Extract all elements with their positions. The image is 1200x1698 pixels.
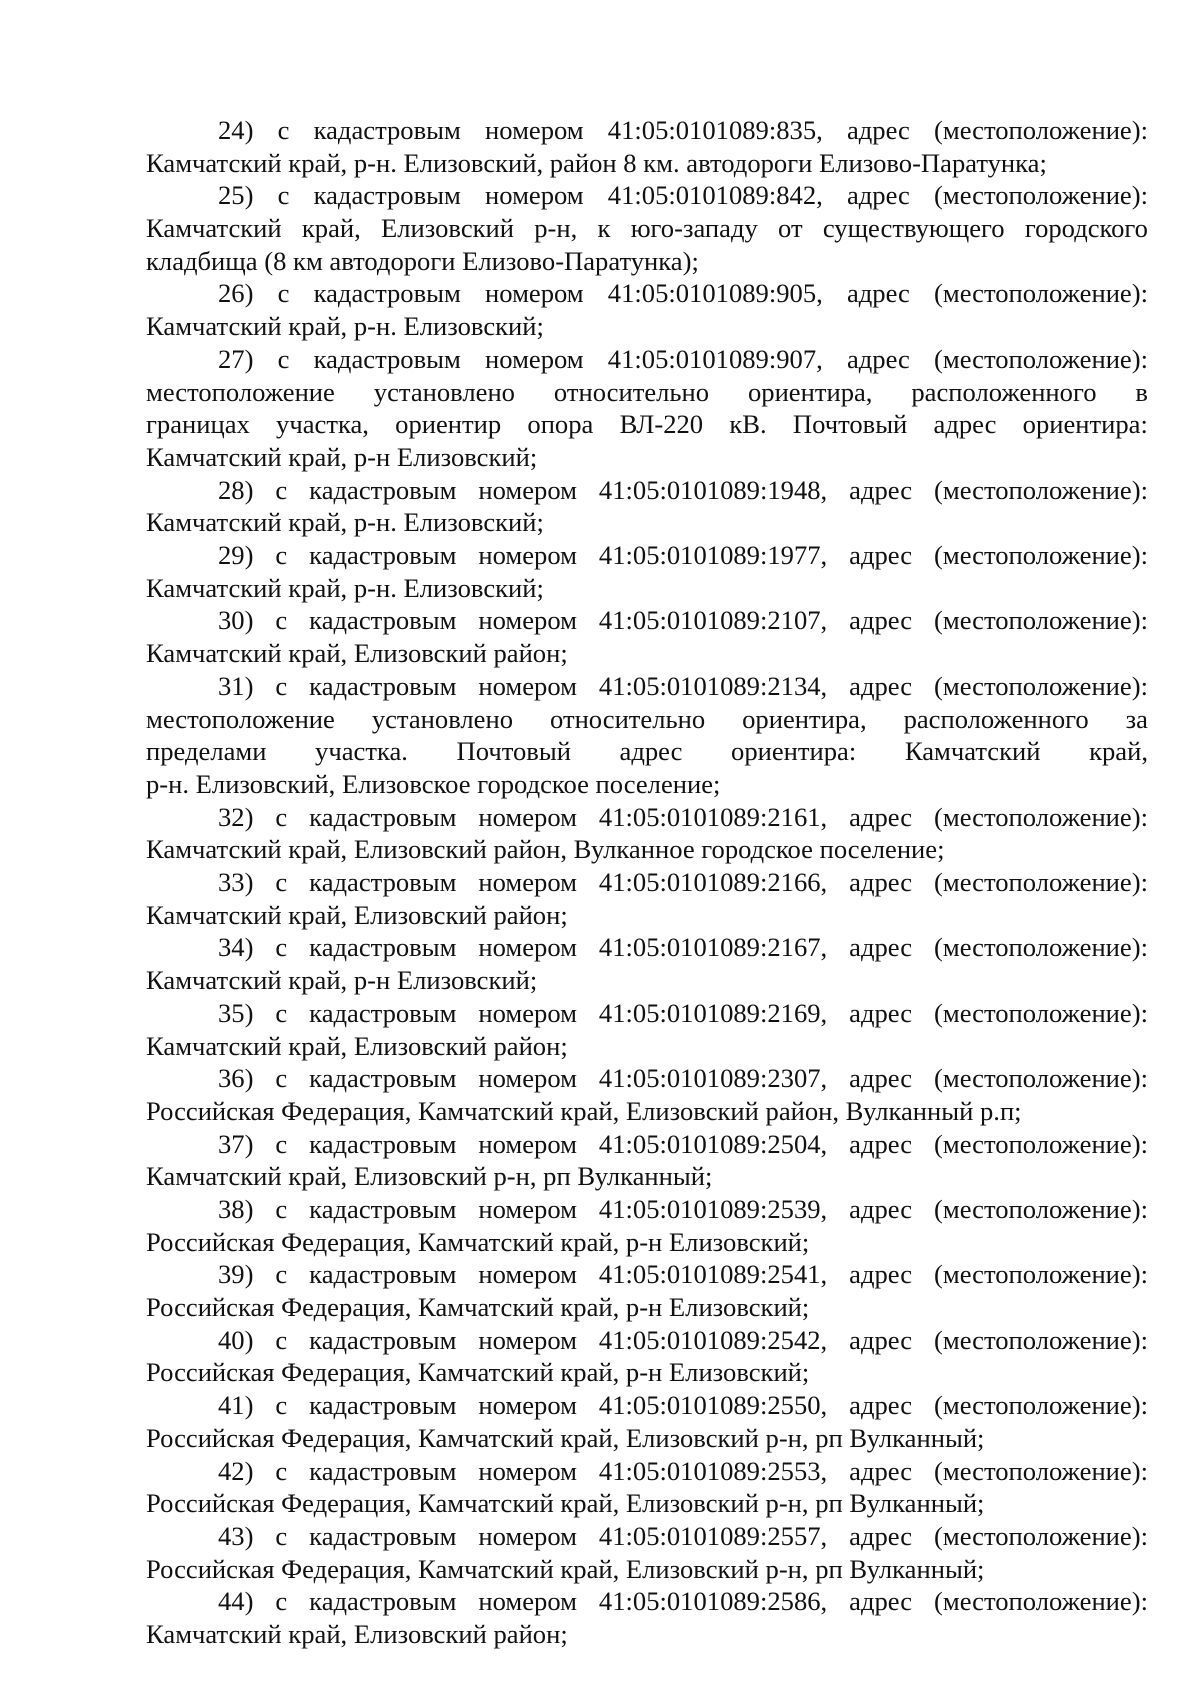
address-word: установлено [371, 703, 514, 734]
item-number: 26) [218, 278, 254, 309]
list-item [146, 866, 1148, 931]
address-word: участка, [276, 409, 369, 440]
address-word: Почтовый [456, 736, 571, 767]
list-item [146, 343, 1148, 474]
cadastral-number: 41:05:0101089:907, [607, 343, 823, 374]
word-with: с [277, 343, 290, 374]
address-line: Российская Федерация, Камчатский край, Елизовский район, Вулканный р.п; [146, 1095, 1022, 1126]
word-cadastral: кадастровым [309, 1193, 457, 1224]
address-line [146, 376, 1148, 409]
word-location: (местоположение): [934, 605, 1148, 636]
address-word: Почтовый [792, 409, 908, 440]
word-location: (местоположение): [934, 180, 1148, 211]
word-cadastral: кадастровым [309, 1520, 457, 1551]
word-number: номером [478, 474, 577, 505]
word-with: с [275, 1455, 288, 1486]
word-with: с [275, 1193, 288, 1224]
word-with: с [275, 1128, 288, 1159]
word-with: с [275, 997, 288, 1028]
word-location: (местоположение): [934, 1586, 1148, 1617]
list-item [146, 1128, 1148, 1193]
list-item-heading [146, 1258, 1148, 1291]
address-word: адрес [933, 409, 997, 440]
list-item-heading [146, 474, 1148, 507]
item-number: 31) [218, 670, 254, 701]
list-item-heading [146, 604, 1148, 637]
address-word: Камчатский [904, 736, 1041, 767]
word-address: адрес [849, 1390, 913, 1421]
word-cadastral: кадастровым [309, 932, 457, 963]
list-item-heading [146, 670, 1148, 703]
cadastral-number: 41:05:0101089:2161, [598, 801, 828, 832]
word-cadastral: кадастровым [309, 1063, 457, 1094]
word-with: с [275, 801, 288, 832]
cadastral-number: 41:05:0101089:2553, [598, 1455, 828, 1486]
list-item [146, 1520, 1148, 1585]
word-number: номером [478, 932, 577, 963]
address-word: ориентир [395, 409, 502, 440]
word-cadastral: кадастровым [313, 278, 461, 309]
word-with: с [275, 1324, 288, 1355]
word-number: номером [478, 867, 577, 898]
word-location: (местоположение): [934, 867, 1148, 898]
word-location: (местоположение): [934, 1455, 1148, 1486]
word-location: (местоположение): [934, 1324, 1148, 1355]
word-with: с [275, 474, 288, 505]
item-number: 38) [218, 1193, 254, 1224]
word-with: с [275, 1063, 288, 1094]
word-number: номером [478, 1259, 577, 1290]
word-cadastral: кадастровым [309, 1324, 457, 1355]
item-number: 33) [218, 867, 254, 898]
address-line: Камчатский край, р-н. Елизовский; [146, 572, 544, 603]
address-word: к [597, 213, 611, 244]
word-address: адрес [849, 1193, 913, 1224]
address-word: край, [301, 213, 361, 244]
word-address: адрес [849, 932, 913, 963]
address-line: Российская Федерация, Камчатский край, Елизовский р-н, рп Вулканный; [146, 1488, 985, 1519]
address-word: существующего [822, 213, 1005, 244]
word-location: (местоположение): [934, 474, 1148, 505]
list-item [146, 179, 1148, 277]
word-number: номером [478, 1455, 577, 1486]
word-with: с [275, 605, 288, 636]
list-item [146, 997, 1148, 1062]
address-word: местоположение [146, 376, 335, 407]
word-with: с [277, 278, 290, 309]
cadastral-number: 41:05:0101089:2504, [598, 1128, 828, 1159]
word-location: (местоположение): [934, 670, 1148, 701]
word-cadastral: кадастровым [309, 1259, 457, 1290]
word-number: номером [478, 605, 577, 636]
list-item [146, 1585, 1148, 1650]
address-word: участка. [315, 736, 408, 767]
word-cadastral: кадастровым [309, 1455, 457, 1486]
address-line: Камчатский край, р-н Елизовский; [146, 441, 538, 472]
word-number: номером [478, 1128, 577, 1159]
item-number: 30) [218, 605, 254, 636]
address-word: расположенного [903, 703, 1089, 734]
word-number: номером [478, 1063, 577, 1094]
item-number: 42) [218, 1455, 254, 1486]
address-word: установлено [373, 376, 515, 407]
list-item-heading [146, 277, 1148, 310]
address-line: кладбища (8 км автодороги Елизово-Паратунка); [146, 245, 699, 276]
word-address: адрес [849, 801, 913, 832]
word-address: адрес [849, 1520, 913, 1551]
cadastral-number: 41:05:0101089:835, [607, 115, 823, 145]
list-item-heading [146, 539, 1148, 572]
address-word: от [778, 213, 803, 244]
item-number: 32) [218, 801, 254, 832]
item-number: 25) [218, 180, 254, 211]
address-word: р-н, [534, 213, 578, 244]
word-address: адрес [849, 474, 913, 505]
word-location: (местоположение): [934, 997, 1148, 1028]
word-address: адрес [849, 1259, 913, 1290]
word-cadastral: кадастровым [309, 605, 457, 636]
word-number: номером [478, 997, 577, 1028]
word-cadastral: кадастровым [313, 180, 461, 211]
item-number: 28) [218, 474, 254, 505]
word-cadastral: кадастровым [313, 115, 461, 145]
word-cadastral: кадастровым [309, 997, 457, 1028]
item-number: 36) [218, 1063, 254, 1094]
word-number: номером [478, 1324, 577, 1355]
address-word: в [1135, 376, 1148, 407]
list-item [146, 1062, 1148, 1127]
word-location: (местоположение): [934, 1390, 1148, 1421]
list-item [146, 801, 1148, 866]
list-item-heading [146, 1520, 1148, 1553]
item-number: 41) [218, 1390, 254, 1421]
address-word: ориентира, [747, 376, 873, 407]
list-item-heading [146, 343, 1148, 376]
list-item [146, 474, 1148, 539]
list-item [146, 604, 1148, 669]
cadastral-number: 41:05:0101089:2541, [598, 1259, 828, 1290]
item-number: 34) [218, 932, 254, 963]
address-line: Российская Федерация, Камчатский край, Елизовский р-н, рп Вулканный; [146, 1422, 985, 1453]
word-number: номером [478, 1586, 577, 1617]
address-line [146, 735, 1148, 768]
word-location: (местоположение): [934, 1193, 1148, 1224]
address-line: Российская Федерация, Камчатский край, р-н Елизовский; [146, 1226, 810, 1257]
word-location: (местоположение): [934, 540, 1148, 571]
address-word: за [1125, 703, 1148, 734]
address-word: опора [527, 409, 594, 440]
address-line: Камчатский край, Елизовский район; [146, 638, 568, 669]
list-item [146, 1389, 1148, 1454]
word-number: номером [478, 1390, 577, 1421]
word-number: номером [485, 278, 584, 309]
address-word: ориентира: [1022, 409, 1148, 440]
item-number: 29) [218, 540, 254, 571]
word-address: адрес [846, 343, 910, 374]
cadastral-number: 41:05:0101089:1948, [598, 474, 828, 505]
cadastral-number: 41:05:0101089:1977, [598, 540, 828, 571]
address-line: Камчатский край, р-н. Елизовский, район 8 км. автодороги Елизово-Паратунка; [146, 147, 1047, 178]
address-word: расположенного [911, 376, 1097, 407]
list-item-heading [146, 1062, 1148, 1095]
list-item-heading [146, 1585, 1148, 1618]
word-number: номером [485, 115, 584, 145]
address-line: Камчатский край, Елизовский р-н, рп Вулканный; [146, 1161, 713, 1192]
address-line: Российская Федерация, Камчатский край, Елизовский р-н, рп Вулканный; [146, 1553, 985, 1584]
list-item-heading [146, 1193, 1148, 1226]
word-with: с [275, 932, 288, 963]
word-number: номером [485, 343, 584, 374]
address-line: Камчатский край, Елизовский район; [146, 899, 568, 930]
list-item-heading [146, 1455, 1148, 1488]
list-item [146, 114, 1148, 179]
word-with: с [275, 1586, 288, 1617]
word-number: номером [478, 1520, 577, 1551]
cadastral-number: 41:05:0101089:2167, [598, 932, 828, 963]
list-item [146, 1258, 1148, 1323]
word-number: номером [478, 801, 577, 832]
word-location: (местоположение): [934, 801, 1148, 832]
address-line: р-н. Елизовский, Елизовское городское поселение; [146, 768, 721, 799]
word-address: адрес [846, 278, 910, 309]
word-cadastral: кадастровым [313, 343, 461, 374]
address-word: относительно [550, 703, 706, 734]
address-line: Камчатский край, Елизовский район; [146, 1030, 568, 1061]
word-with: с [275, 867, 288, 898]
cadastral-number: 41:05:0101089:2557, [598, 1520, 828, 1551]
address-line [146, 408, 1148, 441]
item-number: 39) [218, 1259, 254, 1290]
cadastral-number: 41:05:0101089:2307, [598, 1063, 828, 1094]
word-number: номером [478, 1193, 577, 1224]
word-cadastral: кадастровым [309, 670, 457, 701]
document-page [146, 114, 1148, 1651]
list-item-heading [146, 801, 1148, 834]
cadastral-number: 41:05:0101089:2107, [598, 605, 828, 636]
item-number: 44) [218, 1586, 254, 1617]
word-cadastral: кадастровым [309, 1128, 457, 1159]
word-location: (местоположение): [934, 1063, 1148, 1094]
word-cadastral: кадастровым [309, 1586, 457, 1617]
word-with: с [275, 1390, 288, 1421]
list-item [146, 1193, 1148, 1258]
word-number: номером [478, 540, 577, 571]
address-line: Камчатский край, р-н. Елизовский; [146, 311, 544, 342]
address-line: Камчатский край, Елизовский район, Вулканное городское поселение; [146, 834, 945, 865]
word-address: адрес [849, 1324, 913, 1355]
item-number: 35) [218, 997, 254, 1028]
cadastral-number: 41:05:0101089:2166, [598, 867, 828, 898]
word-address: адрес [849, 1128, 913, 1159]
address-word: относительно [553, 376, 710, 407]
list-item-heading [146, 114, 1148, 147]
list-item-heading [146, 1128, 1148, 1161]
address-word: местоположение [146, 703, 335, 734]
address-line: Камчатский край, р-н. Елизовский; [146, 507, 544, 538]
word-location: (местоположение): [934, 278, 1148, 309]
item-number: 37) [218, 1128, 254, 1159]
word-address: адрес [849, 1586, 913, 1617]
list-item-heading [146, 997, 1148, 1030]
address-word: городского [1024, 213, 1148, 244]
address-line: Российская Федерация, Камчатский край, р-н Елизовский; [146, 1292, 810, 1323]
address-word: край, [1089, 736, 1148, 767]
word-with: с [275, 670, 288, 701]
address-word: пределами [146, 736, 267, 767]
address-line [146, 212, 1148, 245]
word-cadastral: кадастровым [309, 801, 457, 832]
cadastral-number: 41:05:0101089:2586, [598, 1586, 828, 1617]
word-address: адрес [849, 605, 913, 636]
address-word: кВ. [729, 409, 767, 440]
word-address: адрес [849, 1063, 913, 1094]
word-location: (местоположение): [934, 1259, 1148, 1290]
list-item-heading [146, 179, 1148, 212]
word-cadastral: кадастровым [309, 474, 457, 505]
cadastral-number: 41:05:0101089:2550, [598, 1390, 828, 1421]
word-with: с [275, 1259, 288, 1290]
cadastral-number: 41:05:0101089:2539, [598, 1193, 828, 1224]
item-number: 40) [218, 1324, 254, 1355]
address-line [146, 703, 1148, 736]
list-item [146, 931, 1148, 996]
word-location: (местоположение): [934, 1520, 1148, 1551]
address-word: юго-западу [630, 213, 758, 244]
list-item-heading [146, 866, 1148, 899]
cadastral-number: 41:05:0101089:2169, [598, 997, 828, 1028]
address-word: Елизовский [381, 213, 515, 244]
list-item [146, 1324, 1148, 1389]
word-cadastral: кадастровым [309, 1390, 457, 1421]
list-item-heading [146, 931, 1148, 964]
word-with: с [277, 180, 290, 211]
word-number: номером [478, 670, 577, 701]
word-address: адрес [849, 540, 913, 571]
item-number: 43) [218, 1520, 254, 1551]
word-with: с [277, 115, 290, 145]
word-with: с [275, 540, 288, 571]
word-cadastral: кадастровым [309, 540, 457, 571]
cadastral-number: 41:05:0101089:842, [607, 180, 823, 211]
list-item-heading [146, 1324, 1148, 1357]
list-item [146, 670, 1148, 801]
address-word: ВЛ-220 [619, 409, 704, 440]
address-word: ориентира, [742, 703, 867, 734]
word-address: адрес [846, 115, 910, 145]
item-number: 24) [218, 115, 254, 145]
address-line: Камчатский край, Елизовский район; [146, 1619, 568, 1650]
list-item-heading [146, 1389, 1148, 1422]
word-address: адрес [849, 997, 913, 1028]
word-location: (местоположение): [934, 1128, 1148, 1159]
word-location: (местоположение): [934, 115, 1148, 145]
word-address: адрес [849, 670, 913, 701]
cadastral-number: 41:05:0101089:2134, [598, 670, 828, 701]
address-line: Камчатский край, р-н Елизовский; [146, 965, 538, 996]
word-location: (местоположение): [934, 343, 1148, 374]
word-with: с [275, 1520, 288, 1551]
word-address: адрес [849, 1455, 913, 1486]
word-address: адрес [849, 867, 913, 898]
list-item [146, 539, 1148, 604]
address-word: границах [146, 409, 250, 440]
address-line: Российская Федерация, Камчатский край, р-н Елизовский; [146, 1357, 810, 1388]
item-number: 27) [218, 343, 254, 374]
list-item [146, 277, 1148, 342]
address-word: ориентира: [731, 736, 857, 767]
word-address: адрес [846, 180, 910, 211]
list-item [146, 1455, 1148, 1520]
address-word: Камчатский [146, 213, 282, 244]
word-location: (местоположение): [934, 932, 1148, 963]
cadastral-number: 41:05:0101089:905, [607, 278, 823, 309]
cadastral-number: 41:05:0101089:2542, [598, 1324, 828, 1355]
word-number: номером [485, 180, 584, 211]
word-cadastral: кадастровым [309, 867, 457, 898]
address-word: адрес [619, 736, 683, 767]
